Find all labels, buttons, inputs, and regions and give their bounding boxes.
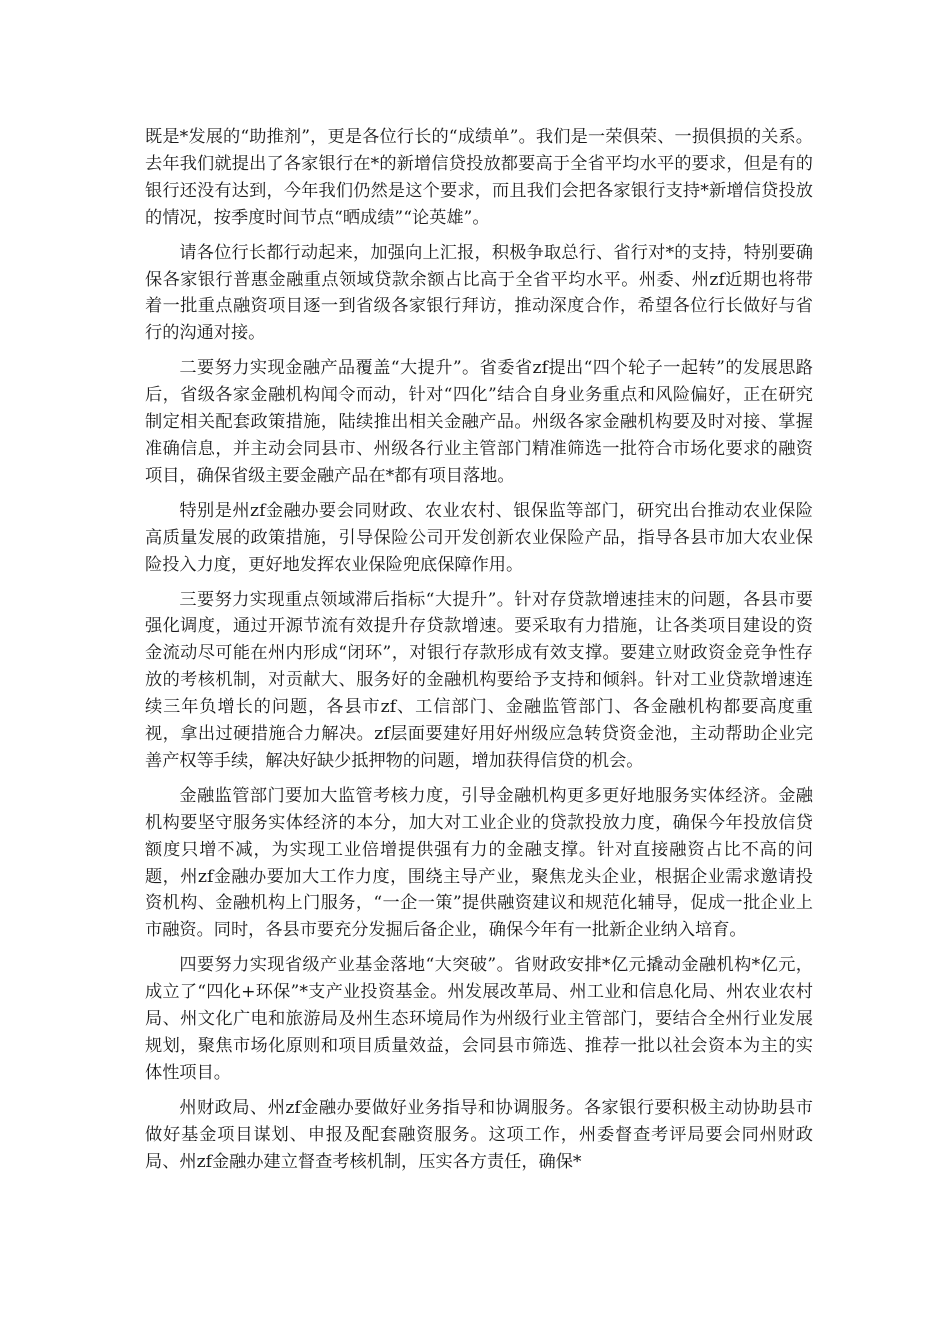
paragraph: 四要努力实现省级产业基金落地“大突破”。省财政安排*亿元撬动金融机构*亿元，成立了“四化+环保”*支产业投资基金。州发展改革局、州工业和信息化局、州农业农村局、州文化广电和旅游局及州生态环境局作为州级行业主管部门，要结合全州行业发展规划，聚焦市场化原则和项目质量效益，会同县市筛选、推荐一批以社会资本为主的实体性项目。 xyxy=(145,955,813,1083)
paragraph: 三要努力实现重点领域滞后指标“大提升”。针对存贷款增速挂末的问题，各县市要强化调度，通过开源节流有效提升存贷款增速。要采取有力措施，让各类项目建设的资金流动尽可能在州内形成“闭环”，对银行存款形成有效支撑。要建立财政资金竞争性存放的考核机制，对贡献大、服务好的金融机构要给予支持和倾斜。针对工业贷款增速连续三年负增长的问题，各县市zf、工信部门、金融监管部门、各金融机构都要高度重视，拿出过硬措施合力解决。zf层面要建好用好州级应急转贷资金池，主动帮助企业完善产权等手续，解决好缺少抵押物的问题，增加获得信贷的机会。 xyxy=(145,589,813,771)
paragraph: 二要努力实现金融产品覆盖“大提升”。省委省zf提出“四个轮子一起转”的发展思路后，省级各家金融机构闻令而动，针对“四化”结合自身业务重点和风险偏好，正在研究制定相关配套政策措施，陆续推出相关金融产品。州级各家金融机构要及时对接、掌握准确信息，并主动会同县市、州级各行业主管部门精准筛选一批符合市场化要求的融资项目，确保省级主要金融产品在*都有项目落地。 xyxy=(145,358,813,486)
paragraph: 既是*发展的“助推剂”，更是各位行长的“成绩单”。我们是一荣俱荣、一损俱损的关系。去年我们就提出了各家银行在*的新增信贷投放都要高于全省平均水平的要求，但是有的银行还没有达到，今年我们仍然是这个要求，而且我们会把各家银行支持*新增信贷投放的情况，按季度时间节点“晒成绩”“论英雄”。 xyxy=(145,127,813,228)
document-body xyxy=(145,124,813,1184)
paragraph: 州财政局、州zf金融办要做好业务指导和协调服务。各家银行要积极主动协助县市做好基金项目谋划、申报及配套融资服务。这项工作，州委督查考评局要会同州财政局、州zf金融办建立督查考核机制，压实各方责任，确保* xyxy=(145,1097,813,1172)
paragraph: 特别是州zf金融办要会同财政、农业农村、银保监等部门，研究出台推动农业保险高质量发展的政策措施，引导保险公司开发创新农业保险产品，指导各县市加大农业保险投入力度，更好地发挥农业保险兜底保障作用。 xyxy=(145,500,813,575)
paragraph: 金融监管部门要加大监管考核力度，引导金融机构更多更好地服务实体经济。金融机构要坚守服务实体经济的本分，加大对工业企业的贷款投放力度，确保今年投放信贷额度只增不减，为实现工业倍增提供强有力的金融支撑。针对直接融资占比不高的问题，州zf金融办要加大工作力度，围绕主导产业，聚焦龙头企业，根据企业需求邀请投资机构、金融机构上门服务，“一企一策”提供融资建议和规范化辅导，促成一批企业上市融资。同时，各县市要充分发掘后备企业，确保今年有一批新企业纳入培育。 xyxy=(145,785,813,941)
paragraph: 请各位行长都行动起来，加强向上汇报，积极争取总行、省行对*的支持，特别要确保各家银行普惠金融重点领域贷款余额占比高于全省平均水平。州委、州zf近期也将带着一批重点融资项目逐一到省级各家银行拜访，推动深度合作，希望各位行长做好与省行的沟通对接。 xyxy=(145,242,813,344)
